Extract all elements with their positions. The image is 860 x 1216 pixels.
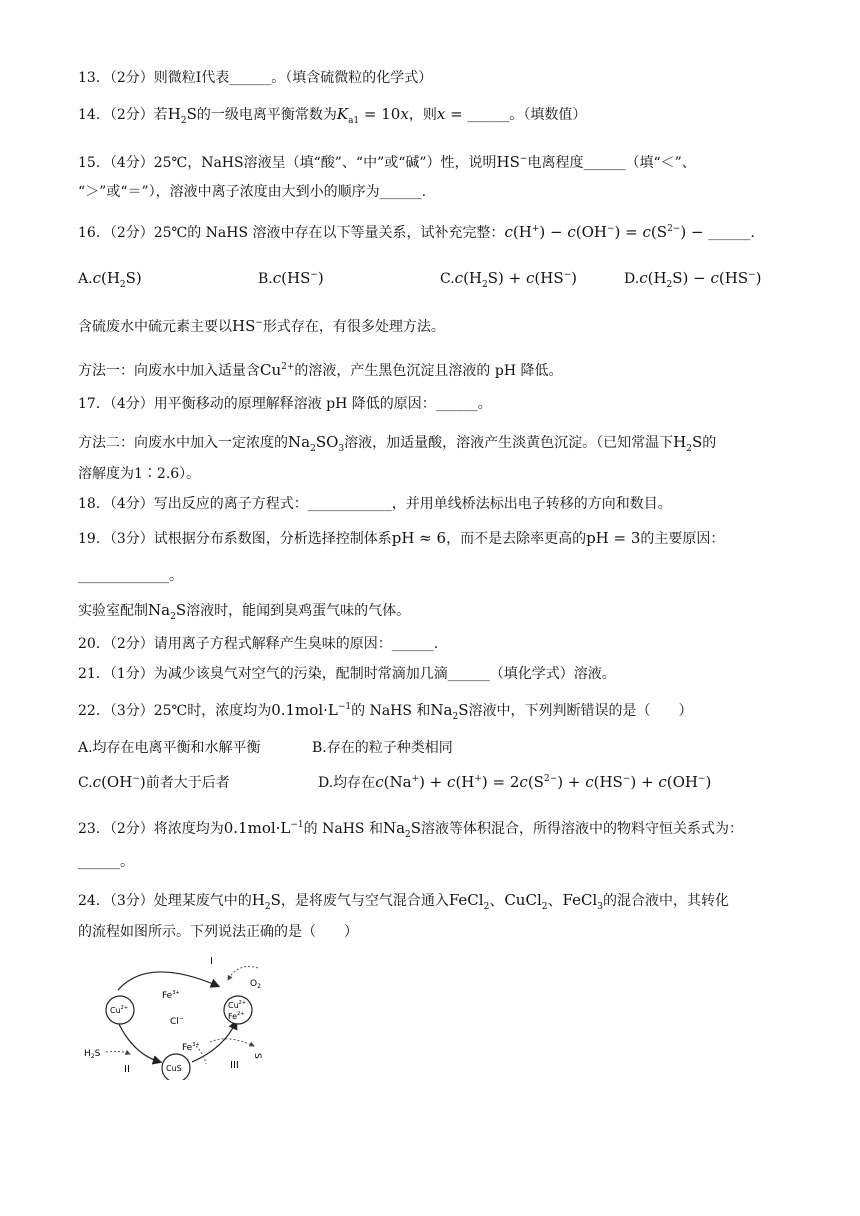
question-14: 14．（2分）若$H_2S$的一级电离平衡常数为$K_{a1} = 10x$，则x = ______。（填数值） [78, 105, 587, 126]
method-1: 方法一：向废水中加入适量含$Cu^{2+}$的溶液，产生黑色沉淀且溶液的 pH 降低。 [78, 361, 563, 379]
option-16-d: $D.c(H_2S) - c(HS^-)$ [624, 269, 762, 290]
option-22-c: C.c(OH−)前者大于后者 [78, 773, 230, 791]
question-16: 16．（2分）25℃的 NaHS 溶液中存在以下等量关系，试补充完整：$c(H^+) - c(OH^-) = c(S^{2-})$ − ______. [78, 223, 755, 241]
question-18: 18．（4分）写出反应的离子方程式：____________，并用单线桥法标出电子转移的方向和数目。 [78, 496, 672, 512]
cycle-arc-top [118, 972, 218, 990]
waste-intro: 含硫废水中硫元素主要以HS−形式存在，有很多处理方法。 [78, 317, 445, 335]
label-cl: Cl− [170, 1015, 184, 1027]
question-13: 13．（2分）则微粒Ⅰ代表______。（填含硫微粒的化学式） [78, 70, 433, 86]
option-16-a: $A.c(H_2S)$ [78, 269, 142, 290]
label-step-iii: III [230, 1060, 239, 1071]
label-o2: $O_2$ [250, 979, 261, 990]
label-fe3-lower: $Fe^{3+}$ [182, 1042, 200, 1053]
method-2: 方法二：向废水中加入一定浓度的$Na_2SO_3$溶液，加适量酸，溶液产生淡黄色沉淀。（已知常温下$H_2S$的 [78, 433, 717, 454]
lab-intro: 实验室配制$Na_2S$溶液时，能闻到臭鸡蛋气味的气体。 [78, 601, 411, 622]
label-cus: CuS [166, 1064, 182, 1073]
s-out-arrow [210, 1039, 254, 1046]
option-16-c: $C.c(H_2S) + c(HS^-)$ [440, 269, 578, 290]
method-2-cont: 溶解度为1∶2.6）。 [78, 466, 201, 482]
question-23: 23．（2分）将浓度均为$0.1mol\cdot L^{-1}$的 NaHS 和$Na_2S$溶液等体积混合，所得溶液中的物料守恒关系式为： [78, 819, 744, 840]
question-19-cont: _____________。 [78, 568, 183, 584]
question-23-cont: ______。 [78, 854, 134, 870]
question-24: 24．（3分）处理某废气中的$H_2S$，是将废气与空气混合通入FeCl$_2$、CuCl$_2$、FeCl$_3$的混合液中，其转化 [78, 891, 729, 912]
question-19: 19．（3分）试根据分布系数图，分析选择控制体系pH ≈ 6，而不是去除率更高的pH = 3的主要原因： [78, 529, 725, 547]
question-15-cont: “＞”或“＝”），溶液中离子浓度由大到小的顺序为______. [78, 184, 427, 200]
label-step-ii: II [124, 1064, 130, 1075]
question-24-cont: 的流程如图所示。下列说法正确的是（ ） [78, 924, 358, 940]
label-cu-right: $Cu^{2+}$ [228, 1000, 247, 1010]
o2-arrow [228, 967, 258, 981]
option-22-a: A.均存在电离平衡和水解平衡 [78, 740, 261, 756]
label-fe3-center: $Fe^{3+}$ [162, 990, 180, 1001]
label-step-i: I [210, 956, 213, 967]
conversion-cycle-diagram [78, 950, 278, 1080]
cycle-arc-left [118, 1022, 160, 1062]
question-21: 21．（1分）为减少该臭气对空气的污染，配制时常滴加几滴______（填化学式）溶液。 [78, 666, 616, 682]
question-20: 20．（2分）请用离子方程式解释产生臭味的原因：______. [78, 636, 439, 652]
question-17: 17．（4分）用平衡移动的原理解释溶液 pH 降低的原因：______。 [78, 396, 492, 412]
question-15: 15．（4分）25℃，NaHS溶液呈（填“酸”、“中”或“碱”）性，说明HS−电离程度______（填“＜”、 [78, 153, 696, 171]
label-h2s: $H_2S$ [84, 1049, 101, 1060]
question-22: 22．（3分）25℃时，浓度均为$0.1mol\cdot L^{-1}$的 NaHS 和$Na_2S$溶液中，下列判断错误的是（ ） [78, 701, 693, 722]
option-22-b: B.存在的粒子种类相同 [312, 740, 453, 756]
label-fe-right: $Fe^{2+}$ [228, 1011, 245, 1021]
option-22-d: D.均存在$c(Na^+) + c(H^+) = 2c(S^{2-}) + c(HS^-) + c(OH^-)$ [318, 773, 712, 791]
option-16-b: B.c(HS−) [258, 269, 324, 287]
label-cu-left: $Cu^{2+}$ [110, 1005, 129, 1015]
h2s-arrow [106, 1051, 130, 1054]
label-s-out: S [252, 1053, 262, 1059]
